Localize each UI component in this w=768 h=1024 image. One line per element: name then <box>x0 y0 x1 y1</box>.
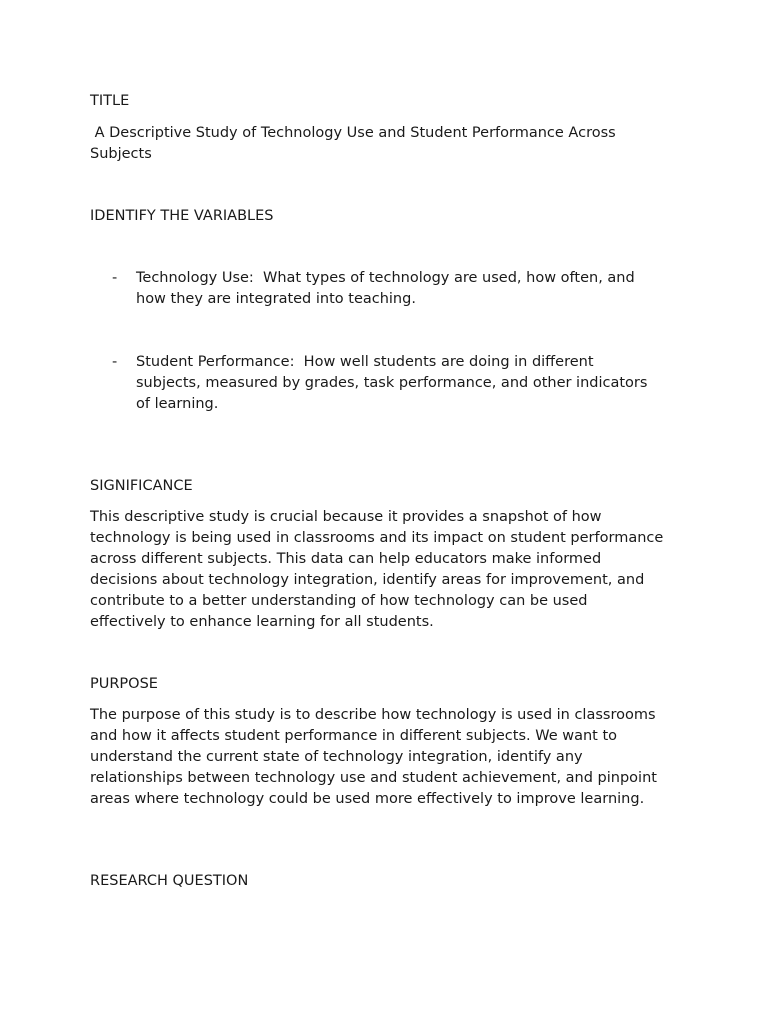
research-question-heading: RESEARCH QUESTION <box>90 873 249 889</box>
significance-body <box>90 507 668 633</box>
title-heading: TITLE <box>90 93 130 109</box>
variable-text: Student Performance: How well students are doing in different subjects, measured by grades, task performance, and other indicators of learning. <box>136 354 653 412</box>
purpose-heading: PURPOSE <box>90 676 158 692</box>
variable-item-student-performance <box>112 352 657 415</box>
purpose-text: The purpose of this study is to describe how technology is used in classrooms and how it affects student performance in different subjects. We want to understand the current state of technology integration, identify any relationships between technology use and student achievement, and pinpoint areas where technology could be used more effectively to improve learning. <box>90 707 662 807</box>
title-text-section <box>90 123 650 165</box>
significance-heading: SIGNIFICANCE <box>90 478 193 494</box>
purpose-section <box>90 674 670 695</box>
research-question-section <box>90 871 670 892</box>
title-section <box>90 91 670 112</box>
variables-section <box>90 206 670 227</box>
purpose-body <box>90 705 668 810</box>
bullet-dash: - <box>112 270 118 286</box>
variable-item-technology-use <box>112 268 657 310</box>
bullet-dash: - <box>112 354 118 370</box>
title-text: A Descriptive Study of Technology Use and Student Performance Across Subjects <box>90 125 621 162</box>
variable-text: Technology Use: What types of technology are used, how often, and how they are integrated into teaching. <box>136 270 640 307</box>
variables-heading: IDENTIFY THE VARIABLES <box>90 208 274 224</box>
significance-text: This descriptive study is crucial because it provides a snapshot of how technology is being used in classrooms and its impact on student performance across different subjects. This data can help educators make informed decisions about technology integration, identify areas for improvement, and contribute to a better understanding of how technology can be used effectively to enhance learning for all students. <box>90 509 668 630</box>
significance-section <box>90 476 670 497</box>
